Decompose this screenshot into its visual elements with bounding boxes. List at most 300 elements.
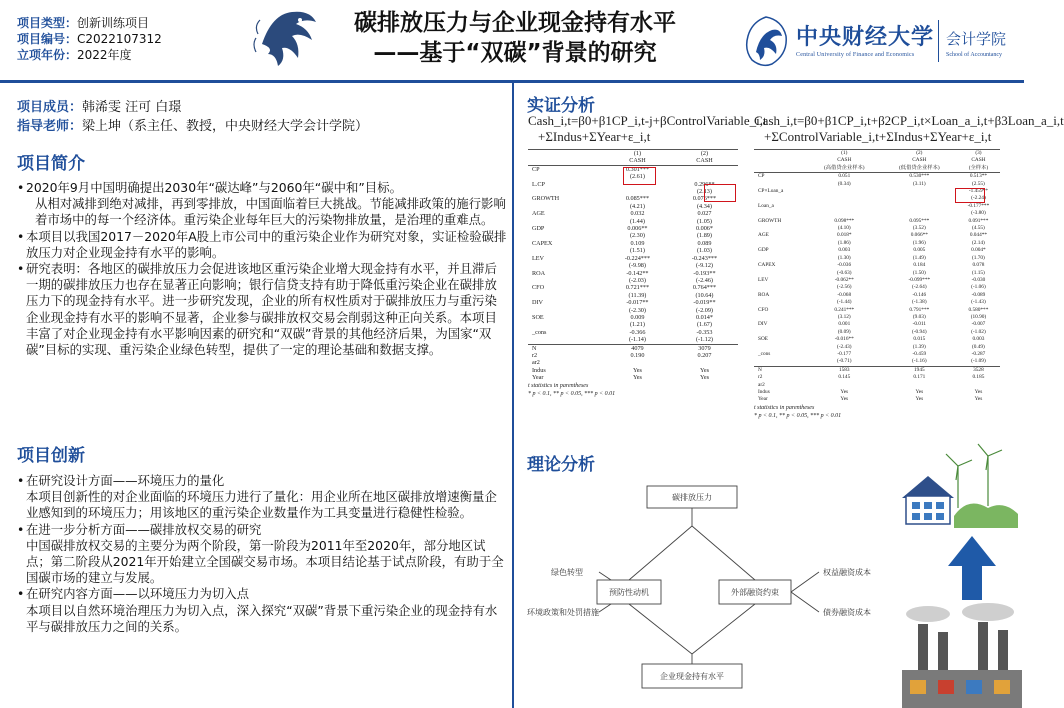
- row-label: [528, 307, 604, 314]
- table-cell: Yes: [699, 366, 709, 374]
- table-row: [528, 321, 738, 328]
- row-label: AGE: [532, 210, 545, 218]
- table-row: [528, 262, 738, 269]
- table-cell: 0.003: [972, 336, 985, 343]
- innovation-item: [17, 586, 507, 635]
- table-cell: [604, 188, 671, 195]
- node-bottom: 企业现金持有水平: [660, 672, 724, 681]
- row-label: CP×Loan_a: [758, 188, 784, 195]
- table-row: [528, 210, 738, 217]
- members-label: 项目成员：: [17, 100, 83, 115]
- table-cell: 0.296**: [694, 180, 715, 188]
- table-cell: CASH: [671, 157, 738, 165]
- table-cell: [671, 165, 738, 173]
- table-cell: (1.03): [697, 247, 712, 255]
- row-label: [754, 314, 807, 321]
- table-row: [528, 277, 738, 284]
- table-row: [528, 240, 738, 247]
- table-cell: 0.051: [838, 173, 851, 180]
- table-cell: 0.003: [838, 247, 851, 254]
- theory-diagram: [527, 474, 897, 702]
- meta-id-value: C2022107312: [77, 32, 162, 46]
- table-cell: (1.05): [697, 217, 712, 225]
- node-left-mid: 预防性动机: [609, 588, 649, 597]
- table-cell: (-2.43): [836, 343, 852, 350]
- table-cell: (1.21): [629, 321, 645, 329]
- row-label: [528, 157, 604, 165]
- table-cell: (-2.03): [628, 276, 646, 284]
- row-label: GROWTH: [532, 195, 560, 203]
- table-cell: 0.095***: [909, 217, 930, 224]
- row-label: [754, 270, 807, 277]
- row-label: [754, 225, 807, 232]
- table-cell: (3.11): [913, 180, 926, 187]
- table-cell: -0.030: [971, 276, 986, 283]
- table-cell: (-2.56): [836, 284, 852, 291]
- highlight-box-interaction: [955, 188, 985, 203]
- table-row: [754, 181, 1000, 188]
- table-cell: (-1.44): [836, 299, 852, 306]
- table-cell: (-2.46): [695, 276, 713, 284]
- table-row: [754, 262, 1000, 269]
- column-divider: [512, 83, 514, 708]
- row-label: CFO: [758, 306, 769, 313]
- row-label: GDP: [758, 247, 769, 254]
- row-label: [754, 299, 807, 306]
- meta-year-label: 立项年份：: [17, 48, 78, 62]
- table-cell: 3528: [957, 366, 1000, 374]
- table-cell: Yes: [699, 374, 709, 382]
- table-row: [528, 270, 738, 277]
- table-stat-row: [528, 367, 738, 374]
- table-cell: [882, 188, 957, 195]
- poster-title: [310, 8, 720, 68]
- row-label: SOE: [758, 336, 769, 343]
- table-row: [754, 247, 1000, 254]
- table-row: [528, 203, 738, 210]
- table-row: [528, 225, 738, 232]
- intro-heading: 项目简介: [17, 154, 85, 174]
- row-label: CP: [758, 173, 765, 180]
- theory-heading: 理论分析: [527, 455, 595, 475]
- meta-type-label: 项目类型：: [17, 16, 78, 30]
- table-cell: (4.34): [697, 202, 712, 210]
- title-line-2: ——基于“双碳”背景的研究: [373, 40, 657, 66]
- logo-divider: [938, 20, 939, 62]
- table-cell: (3): [957, 150, 1000, 158]
- table-cell: 0.301***: [625, 165, 650, 173]
- row-label: Year: [532, 374, 544, 382]
- table-row: [528, 336, 738, 344]
- table-cell: CASH: [971, 157, 986, 164]
- row-label: ar2: [532, 359, 540, 367]
- meta-year-value: 2022年度: [77, 48, 132, 62]
- row-label: GDP: [532, 225, 545, 233]
- innovation-item-first: 在研究内容方面——以环境压力为切入点: [26, 586, 250, 602]
- table-cell: 0.791***: [909, 306, 930, 313]
- table-cell: CASH: [837, 157, 852, 164]
- table-cell: (-2.30): [628, 306, 646, 314]
- table-cell: (2): [671, 150, 738, 158]
- table-cell: (-2.24): [971, 195, 986, 202]
- table-cell: (1.67): [697, 321, 712, 329]
- university-name-cn: 中央财经大学: [796, 24, 935, 50]
- table-cell: 0.530***: [909, 173, 930, 180]
- table-cell: 1945: [882, 366, 957, 374]
- table-cell: (1.30): [837, 254, 851, 261]
- row-label: Indus: [532, 366, 546, 374]
- connector-line: [629, 604, 692, 654]
- table-stat-row: [528, 374, 738, 381]
- table-row: [754, 203, 1000, 210]
- table-cell: 0.513**: [969, 173, 988, 180]
- table-cell: 4079: [604, 344, 671, 352]
- table-cell: [807, 195, 882, 202]
- table-cell: CASH: [604, 157, 671, 165]
- row-label: ROA: [532, 269, 546, 277]
- table-cell: (-3.80): [971, 210, 986, 217]
- row-label: [528, 188, 604, 195]
- table-cell: Yes: [632, 374, 642, 382]
- table-cell: 0.006**: [627, 225, 648, 233]
- innovation-item-first: 在研究设计方面——环境压力的量化: [26, 473, 225, 488]
- table-cell: [882, 203, 957, 210]
- table-header-row: [754, 157, 1000, 164]
- title-line-1: 碳排放压力与企业现金持有水平: [354, 10, 676, 36]
- table-cell: (-1.09): [971, 358, 986, 365]
- intro-item: [17, 229, 507, 261]
- table-cell: (3.52): [912, 225, 926, 232]
- row-label: [528, 321, 604, 328]
- table-1-note-1: t statistics in parentheses: [528, 382, 589, 389]
- row-label: [754, 240, 807, 247]
- node-top: 碳排放压力: [672, 493, 712, 502]
- row-label: Indus: [758, 389, 770, 395]
- table-cell: (-1.12): [695, 336, 713, 344]
- table-row: [754, 284, 1000, 291]
- row-label: [754, 181, 807, 188]
- table-cell: -0.062**: [834, 276, 854, 283]
- table-cell: -0.177: [837, 350, 852, 357]
- highlight-box-cp: [623, 167, 656, 185]
- table-cell: 0.032: [630, 210, 645, 218]
- table-cell: (4.10): [837, 225, 851, 232]
- table-stat-row: [754, 374, 1000, 381]
- row-label: [528, 232, 604, 239]
- table-cell: [882, 382, 957, 389]
- table-row: [754, 307, 1000, 314]
- row-label: [528, 150, 604, 158]
- table-cell: CASH: [912, 157, 927, 164]
- meta-id-label: 项目编号：: [17, 32, 78, 46]
- table-row: [528, 247, 738, 254]
- table-cell: -0.036: [837, 262, 852, 269]
- table-row: [528, 299, 738, 306]
- row-label: ar2: [758, 381, 765, 388]
- table-cell: (1): [604, 150, 671, 158]
- table-cell: -0.016**: [834, 336, 854, 343]
- table-1-note-2: * p < 0.1, ** p < 0.05, *** p < 0.01: [528, 390, 616, 397]
- table-cell: (2.30): [629, 232, 645, 240]
- table-cell: 0.078: [972, 262, 985, 269]
- table-row: [754, 292, 1000, 299]
- factory-icon: [902, 603, 1022, 708]
- row-label: DIV: [758, 321, 768, 328]
- row-label: [754, 329, 807, 336]
- table-cell: (-0.63): [836, 269, 852, 276]
- regression-table-2: [754, 113, 1064, 420]
- table-cell: [671, 359, 738, 366]
- table-cell: (10.90): [970, 313, 987, 320]
- table-cell: 0.085***: [625, 195, 650, 203]
- table-cell: -0.193**: [693, 269, 716, 277]
- table-row: [754, 218, 1000, 225]
- table-row: [528, 329, 738, 336]
- table-cell: 0.190: [630, 351, 645, 359]
- project-meta: [17, 15, 162, 63]
- table-cell: (-0.94): [912, 328, 927, 335]
- table-cell: 0.027: [697, 210, 712, 218]
- row-label: [754, 150, 807, 158]
- table-cell: (高借贷企业样本): [807, 165, 882, 173]
- table-row: [754, 232, 1000, 239]
- innovation-item-rest: 本项目以自然环境治理压力为切入点，深入探究“双碳”背景下重污染企业的现金持有水平与碳排放压力之间的关系。: [26, 602, 498, 634]
- node-left-upper: 绿色转型: [551, 568, 583, 577]
- intro-item-first: 研究表明：各地区的碳排放压力会促进该地区重污染企业增大现金持有水平，并且滞后一期的碳排放压力也存在显著正向影响；银行信贷支持有助于降低重污染企业在碳排放压力下的现金持有水平。进一步研究发现，企业的所有权性质对于碳排放压力与重污染企业现金持有水平的影响不显著，企业参与碳排放权交易会削弱这种正向关系。本项目丰富了对企业现金持有水平影响因素的研究和“双碳”背景的其他经济后果，为国家“双碳”目标的实现、重污染企业绿色转型，提供了一定的理论基础和数据支撑。: [26, 261, 497, 358]
- row-label: Year: [758, 396, 768, 403]
- table-row: [754, 351, 1000, 358]
- table-cell: 0.004*: [971, 247, 986, 254]
- table-row: [528, 255, 738, 262]
- table-row: [528, 232, 738, 239]
- table-cell: 0.184: [913, 262, 926, 269]
- table-row: [528, 314, 738, 321]
- table-row: [754, 344, 1000, 351]
- table-cell: (1.86): [837, 239, 851, 246]
- row-label: LEV: [532, 254, 545, 262]
- table-stat-row: [754, 396, 1000, 403]
- row-label: [528, 336, 604, 344]
- row-label: CP: [532, 165, 540, 173]
- table-cell: Yes: [915, 389, 924, 395]
- table-cell: (-1.06): [971, 284, 986, 291]
- row-label: N: [528, 344, 604, 352]
- table-cell: 0.014*: [695, 313, 713, 321]
- table-cell: 3079: [671, 344, 738, 352]
- table-cell: 0.207: [697, 351, 712, 359]
- table-cell: (低借贷企业样本): [882, 165, 957, 173]
- node-right-lower: 债券融资成本: [823, 608, 871, 617]
- row-label: [528, 277, 604, 284]
- table-cell: -0.099***: [908, 276, 931, 283]
- table-cell: (-9.98): [628, 262, 646, 270]
- highlight-box-lcp: [704, 184, 736, 202]
- intro-list: [17, 180, 507, 358]
- wind-turbine-icon: [946, 444, 1002, 508]
- table-row: [754, 299, 1000, 306]
- connector-line: [791, 572, 819, 592]
- table-cell: 0.721***: [625, 284, 650, 292]
- table-cell: 0.098***: [834, 217, 855, 224]
- intro-item: [17, 180, 507, 229]
- table-cell: -0.366: [629, 328, 646, 336]
- row-label: SOE: [532, 313, 544, 321]
- table-stat-row: [754, 389, 1000, 396]
- row-label: [754, 157, 807, 164]
- row-label: Loan_a: [758, 202, 774, 209]
- connector-line: [692, 526, 755, 580]
- row-label: CFO: [532, 284, 545, 292]
- intro-item-first: 本项目以我国2017－2020年A股上市公司中的重污染企业作为研究对象，实证检验碳排放压力对企业现金持有水平的影响。: [26, 228, 507, 260]
- table-cell: (全样本): [957, 165, 1000, 173]
- table-cell: Yes: [915, 396, 924, 403]
- table-cell: Yes: [974, 396, 983, 403]
- table-cell: -0.459: [912, 350, 927, 357]
- node-left-lower: 环境政策和处罚措施: [527, 608, 599, 617]
- table-cell: (0.09): [837, 328, 851, 335]
- table-row: [754, 270, 1000, 277]
- innovation-item-rest: 中国碳排放权交易的主要分为两个阶段，第一阶段为2011年至2020年，部分地区试点；第二阶段从2021年开始建立全国碳交易市场。本项目结论基于试点阶段，有助于全国碳市场的建立与发展。: [26, 537, 504, 586]
- advisor-value: 梁上坤（系主任、教授，中央财经大学会计学院）: [82, 119, 369, 134]
- table-cell: 0.001: [838, 321, 851, 328]
- row-label: [528, 218, 604, 225]
- row-label: [528, 203, 604, 210]
- table-cell: Yes: [974, 389, 983, 395]
- row-label: L.CP: [532, 180, 545, 188]
- row-label: [528, 262, 604, 269]
- table-row: [528, 218, 738, 225]
- table-cell: -0.017**: [626, 299, 649, 307]
- table-cell: (2): [882, 150, 957, 158]
- table-row: [754, 210, 1000, 217]
- table-cell: 0.145: [838, 374, 851, 381]
- table-cell: 0.241***: [834, 306, 855, 313]
- row-label: _cons: [758, 350, 771, 357]
- row-label: CAPEX: [532, 239, 553, 247]
- table-row: [754, 225, 1000, 232]
- table-cell: [807, 203, 882, 210]
- row-label: LEV: [758, 276, 769, 283]
- table-cell: (1): [807, 150, 882, 158]
- row-label: ROA: [758, 291, 770, 298]
- university-name-en: Central University of Finance and Economics: [796, 52, 915, 58]
- table-cell: [807, 382, 882, 389]
- table-cell: -0.287: [971, 350, 986, 357]
- project-members: [17, 98, 368, 136]
- meta-type-value: 创新训练项目: [77, 16, 150, 30]
- table-cell: (2.13): [697, 188, 712, 196]
- table-cell: [604, 359, 671, 366]
- table-cell: 0.076***: [692, 195, 717, 203]
- empirical-heading: 实证分析: [527, 96, 595, 116]
- table-cell: Yes: [632, 366, 642, 374]
- table-cell: (1.49): [912, 254, 926, 261]
- table-stat-row: [528, 352, 738, 359]
- table-cell: -0.142**: [626, 269, 649, 277]
- table-row: [754, 321, 1000, 328]
- table-cell: (-1.14): [628, 336, 646, 344]
- row-label: _cons: [532, 328, 547, 336]
- equation-2-line-2: +ΣControlVariable_i,t+ΣIndus+ΣYear+ε_i,t: [764, 129, 992, 144]
- hill-icon: [954, 504, 1018, 529]
- school-name-en: School of Accountancy: [946, 52, 1002, 58]
- row-label: [754, 210, 807, 217]
- table-cell: (9.03): [912, 313, 926, 320]
- table-cell: -0.089: [971, 291, 986, 298]
- innovation-item: [17, 522, 507, 587]
- table-cell: (0.49): [972, 343, 985, 350]
- table-cell: 0.015: [913, 336, 926, 343]
- row-label: [528, 173, 604, 180]
- innovation-item-rest: 本项目创新性的对企业面临的环境压力进行了量化：用企业所在地区碳排放增速衡量企业感知到的环境压力；用该地区的重污染企业数量作为工具变量进行稳健性检验。: [26, 489, 497, 521]
- members-value: 韩浠雯 汪可 白璟: [82, 100, 182, 115]
- row-label: GROWTH: [758, 217, 782, 224]
- table-cell: (-1.02): [971, 328, 986, 335]
- table-cell: (1.51): [629, 247, 645, 255]
- table-cell: 1583: [807, 366, 882, 374]
- table-row: [528, 292, 738, 299]
- table-cell: -0.146: [912, 291, 927, 298]
- table-row: [754, 255, 1000, 262]
- row-label: DIV: [532, 299, 543, 307]
- table-cell: (-1.43): [971, 299, 986, 306]
- table-stat-row: [754, 366, 1000, 374]
- table-cell: (1.50): [912, 269, 926, 276]
- intro-item-first: 2020年9月中国明确提出2030年“碳达峰”与2060年“碳中和”目标。: [26, 180, 402, 195]
- table-cell: (2.14): [972, 239, 985, 246]
- table-cell: -0.243***: [691, 254, 718, 262]
- table-cell: [807, 188, 882, 195]
- table-cell: [671, 173, 738, 180]
- house-icon: [902, 476, 954, 524]
- row-label: AGE: [758, 232, 769, 239]
- table-cell: (1.70): [972, 254, 985, 261]
- table-cell: (4.21): [629, 202, 645, 210]
- table-header-row: [528, 157, 738, 165]
- row-label: [754, 344, 807, 351]
- table-stat-row: [528, 359, 738, 366]
- table-row: [754, 358, 1000, 366]
- intro-item: [17, 261, 507, 358]
- innovation-heading: 项目创新: [17, 446, 85, 466]
- innovation-item-first: 在进一步分析方面——碳排放权交易的研究: [26, 521, 262, 537]
- table-2-note-2: * p < 0.1, ** p < 0.05, *** p < 0.01: [754, 412, 842, 419]
- table-cell: 0.109: [630, 239, 645, 247]
- table-row: [754, 173, 1000, 181]
- advisor-label: 指导老师：: [17, 119, 83, 134]
- table-cell: 0.091***: [968, 217, 989, 224]
- table-cell: (1.89): [697, 232, 712, 240]
- school-name-cn: 会计学院: [946, 30, 1007, 48]
- intro-item-rest: 从相对减排到绝对减排，再到零排放，中国面临着巨大挑战。节能减排政策的施行影响着市场中的每一个经济体。重污染企业每年巨大的污染物排放量，是治理的重难点。: [35, 196, 506, 228]
- equation-1-line-1: Cash_i,t=β0+β1CP_i,t-j+βControlVariable_i,t: [528, 113, 767, 128]
- table-cell: -0.353: [696, 328, 713, 336]
- table-cell: (0.34): [837, 180, 851, 187]
- table-cell: [882, 195, 957, 202]
- row-label: [754, 358, 807, 366]
- table-row: [754, 314, 1000, 321]
- table-cell: 0.185: [972, 374, 985, 381]
- table-cell: (2.55): [972, 180, 985, 187]
- table-row: [754, 240, 1000, 247]
- table-cell: 0.066**: [910, 232, 928, 239]
- table-row: [528, 284, 738, 291]
- table-row: [754, 277, 1000, 284]
- table-header-row: [528, 150, 738, 158]
- table-cell: (-2.09): [695, 306, 713, 314]
- table-cell: 0.580***: [968, 306, 989, 313]
- table-row: [754, 329, 1000, 336]
